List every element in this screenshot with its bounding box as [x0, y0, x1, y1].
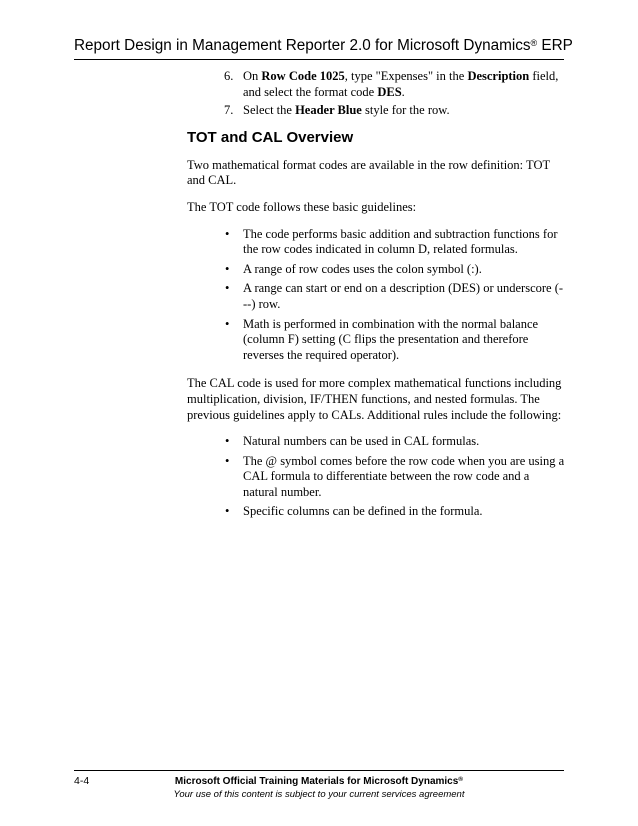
list-item-text: A range of row codes uses the colon symbol (:).	[243, 261, 482, 276]
list-item-text: A range can start or end on a description (DES) or underscore (---) row.	[243, 281, 564, 311]
step-bold: DES	[377, 84, 402, 99]
bullet-icon: •	[225, 226, 230, 241]
step-text: On	[243, 69, 262, 83]
step-text: .	[401, 84, 405, 99]
bullet-icon: •	[225, 434, 230, 449]
step-bold: Row Code 1025	[261, 69, 345, 83]
tot-intro-paragraph: The TOT code follows these basic guidelines:	[187, 199, 417, 214]
step-number: 6.	[224, 69, 234, 83]
list-item-text: The @ symbol comes before the row code when you are using a CAL formula to differentiate between the row code and a natural number.	[243, 453, 565, 499]
cal-intro-paragraph: The CAL code is used for more complex mathematical functions including multiplication, division, IF/THEN functions, and nested formulas. The previous guidelines apply to CALs. Additional rules include the following:	[187, 376, 562, 422]
list-item	[187, 434, 567, 450]
page-header	[74, 36, 573, 56]
list-item-text: The code performs basic addition and subtraction functions for the row codes indicated in column D, related formulas.	[243, 226, 558, 257]
list-item	[187, 454, 567, 501]
step-text: field, and select the format code	[243, 69, 559, 99]
footer-rule	[74, 770, 564, 771]
list-item	[187, 227, 567, 258]
list-item-text: Specific columns can be defined in the formula.	[243, 504, 483, 519]
list-item	[187, 281, 567, 312]
list-item	[187, 504, 567, 520]
bullet-icon: •	[225, 281, 230, 296]
bullet-icon: •	[225, 316, 230, 331]
intro-paragraph: Two mathematical format codes are available in the row definition: TOT and CAL.	[187, 157, 550, 188]
header-title-suffix: ERP	[537, 37, 573, 54]
step-text: style for the row.	[361, 103, 450, 118]
cal-bullet-list	[187, 434, 567, 520]
list-item-text: Math is performed in combination with the normal balance (column F) setting (C flips the presentation and therefore reverses the required operator).	[243, 316, 539, 362]
registered-mark: ®	[458, 776, 464, 783]
header-title: Report Design in Management Reporter 2.0 for Microsoft Dynamics	[74, 37, 531, 54]
header-rule	[74, 59, 564, 60]
list-item-text: Natural numbers can be used in CAL formulas.	[243, 434, 480, 449]
tot-bullet-list	[187, 227, 567, 364]
registered-mark: ®	[530, 38, 538, 48]
list-item	[187, 262, 567, 278]
step-item	[187, 103, 567, 119]
bullet-icon: •	[225, 261, 230, 276]
page-number: 4-4	[74, 775, 90, 787]
step-text: Select the	[243, 103, 296, 118]
footer-title-text: Microsoft Official Training Materials for Microsoft Dynamics	[174, 776, 459, 787]
footer-title	[74, 775, 564, 788]
section-heading: TOT and CAL Overview	[187, 128, 354, 146]
step-list	[187, 69, 567, 119]
step-item	[187, 69, 567, 100]
step-text: , type "Expenses" in the	[344, 69, 468, 83]
main-content	[187, 69, 567, 533]
bullet-icon: •	[225, 504, 230, 519]
footer-note: Your use of this content is subject to your current services agreement	[173, 789, 465, 800]
step-number: 7.	[224, 103, 234, 118]
step-bold: Description	[467, 69, 530, 83]
step-bold: Header Blue	[295, 103, 362, 118]
bullet-icon: •	[225, 453, 230, 468]
list-item	[187, 317, 567, 364]
